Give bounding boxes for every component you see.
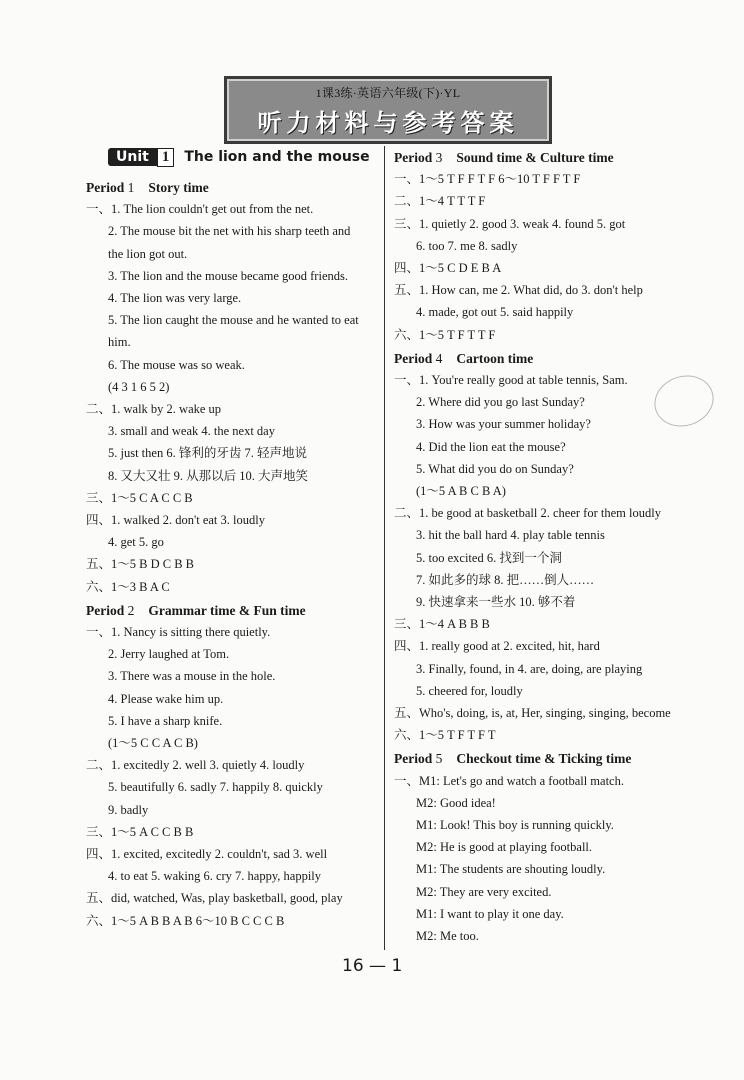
title-banner [224, 76, 552, 144]
answer-line: 5. What did you do on Sunday? [416, 461, 574, 476]
answer-line: 二、1. excitedly 2. well 3. quietly 4. loudly [86, 758, 305, 773]
period-label: Period [86, 602, 125, 618]
column-divider [384, 146, 385, 950]
answer-line: 四、1. walked 2. don't eat 3. loudly [86, 513, 265, 527]
answer-line: 5. I have a sharp knife. [108, 713, 223, 728]
answer-line: 2. Where did you go last Sunday? [416, 395, 585, 410]
period-heading [394, 751, 631, 767]
answer-line: 一、M1: Let's go and watch a football match. [394, 773, 624, 788]
period-label: Period [394, 150, 433, 165]
answer-line: 三、1. quietly 2. good 3. weak 4. found 5. got [394, 216, 626, 231]
answer-line: 四、1～5 C D E B A [394, 261, 502, 275]
unit-heading [108, 146, 370, 168]
answer-line: 一、1. Nancy is sitting there quietly. [86, 625, 271, 639]
answer-line: 三、1～5 A C C B B [86, 824, 194, 839]
answer-line: 二、1. be good at basketball 2. cheer for them loudly [394, 506, 661, 521]
answer-line: 9. badly [108, 802, 149, 817]
answer-line: 二、1. walk by 2. wake up [86, 402, 222, 416]
answer-line: 六、1～5 T F T T F [394, 327, 496, 342]
answer-line: the lion got out. [108, 246, 188, 261]
answer-line: (1～5 C C A C B) [108, 736, 198, 750]
period-heading [394, 150, 614, 166]
unit-badge: Unit [108, 148, 157, 166]
period-title: Checkout time & Ticking time [456, 751, 632, 767]
stamp-mark [648, 368, 721, 434]
period-label: Period [394, 751, 433, 767]
answer-line: 8. 又大又壮 9. 从那以后 10. 大声地笑 [108, 468, 309, 483]
answer-line: 二、1～4 T T T F [394, 194, 486, 209]
answer-line: 三、1～5 C A C C B [86, 490, 193, 505]
answer-line: 5. The lion caught the mouse and he wanted to eat [108, 313, 359, 328]
period-number: 3 [432, 150, 443, 165]
answer-line: him. [108, 335, 131, 350]
answer-line: M1: The students are shouting loudly. [416, 862, 606, 877]
answer-line: 3. small and weak 4. the next day [108, 424, 275, 439]
answer-line: M1: I want to play it one day. [416, 906, 564, 921]
answer-line: 6. too 7. me 8. sadly [416, 238, 518, 253]
answer-line: 四、1. really good at 2. excited, hit, hard [394, 639, 600, 654]
answer-line: 五、1. How can, me 2. What did, do 3. don't help [394, 283, 643, 298]
period-label: Period [86, 180, 125, 195]
period-title: Story time [148, 180, 209, 195]
answer-line: 4. The lion was very large. [108, 291, 242, 305]
answer-line: 一、1. You're really good at table tennis, Sam. [394, 373, 628, 387]
answer-line: 六、1～5 T F T F T [394, 728, 496, 743]
answer-line: 六、1～5 A B B A B 6～10 B C C C B [86, 913, 285, 928]
answer-line: (1～5 A B C B A) [416, 484, 506, 498]
answer-line: 2. Jerry laughed at Tom. [108, 647, 230, 662]
answer-line: 五、Who's, doing, is, at, Her, singing, singing, become [394, 706, 671, 720]
answer-line: 3. hit the ball hard 4. play table tennis [416, 528, 605, 543]
period-heading [86, 180, 209, 196]
answer-line: 4. to eat 5. waking 6. cry 7. happy, happily [108, 869, 322, 884]
answer-line: 3. There was a mouse in the hole. [108, 669, 276, 684]
answer-line: 三、1～4 A B B B [394, 617, 490, 632]
unit-title: The lion and the mouse [184, 149, 370, 165]
answer-line: 5. beautifully 6. sadly 7. happily 8. quickly [108, 780, 323, 795]
period-label: Period [394, 350, 433, 366]
answer-line: M2: He is good at playing football. [416, 840, 593, 855]
answer-line: 一、1～5 T F F T F 6～10 T F F T F [394, 172, 581, 187]
period-title: Cartoon time [456, 350, 534, 366]
answer-line: M2: They are very excited. [416, 884, 552, 899]
period-title: Grammar time & Fun time [148, 602, 306, 618]
answer-line: M1: Look! This boy is running quickly. [416, 818, 614, 832]
answer-line: 4. Please wake him up. [108, 691, 224, 706]
answer-line: 5. just then 6. 锋利的牙齿 7. 轻声地说 [108, 446, 307, 461]
answer-line: M2: Good idea! [416, 795, 496, 810]
period-heading [394, 351, 533, 367]
period-number: 4 [432, 350, 443, 366]
answer-line: 3. The lion and the mouse became good friends. [108, 268, 348, 283]
answer-line: 2. The mouse bit the net with his sharp teeth and [108, 224, 351, 239]
answer-line: 9. 快速拿来一些水 10. 够不着 [416, 595, 576, 609]
answer-line: 6. The mouse was so weak. [108, 357, 245, 372]
page-number: 16 — 1 [342, 956, 403, 976]
banner-title: 听力材料与参考答案 [257, 109, 519, 137]
answer-line: 五、1～5 B D C B B [86, 557, 195, 572]
answer-line: M2: Me too. [416, 929, 479, 943]
period-number: 5 [432, 751, 443, 767]
answer-line: 五、did, watched, Was, play basketball, good, play [86, 891, 343, 906]
answer-line: 7. 如此多的球 8. 把……倒人…… [416, 572, 595, 587]
answer-line: 5. too excited 6. 找到一个洞 [416, 550, 562, 565]
answer-line: 六、1～3 B A C [86, 579, 170, 594]
banner-subtitle: 1课3练·英语六年级(下)·YL [315, 86, 461, 100]
period-heading [86, 603, 306, 619]
period-number: 1 [124, 180, 135, 195]
answer-line: 4. Did the lion eat the mouse? [416, 439, 566, 454]
answer-line: (4 3 1 6 5 2) [108, 379, 170, 394]
answer-line: 4. made, got out 5. said happily [416, 305, 574, 320]
period-title: Sound time & Culture time [456, 150, 614, 165]
answer-line: 四、1. excited, excitedly 2. couldn't, sad 3. well [86, 847, 328, 861]
answer-line: 3. Finally, found, in 4. are, doing, are playing [416, 661, 643, 676]
answer-line: 一、1. The lion couldn't get out from the net. [86, 202, 314, 217]
answer-line: 4. get 5. go [108, 535, 164, 550]
answer-line: 5. cheered for, loudly [416, 683, 523, 698]
period-number: 2 [124, 602, 135, 618]
answer-line: 3. How was your summer holiday? [416, 417, 591, 432]
unit-number: 1 [157, 148, 175, 167]
